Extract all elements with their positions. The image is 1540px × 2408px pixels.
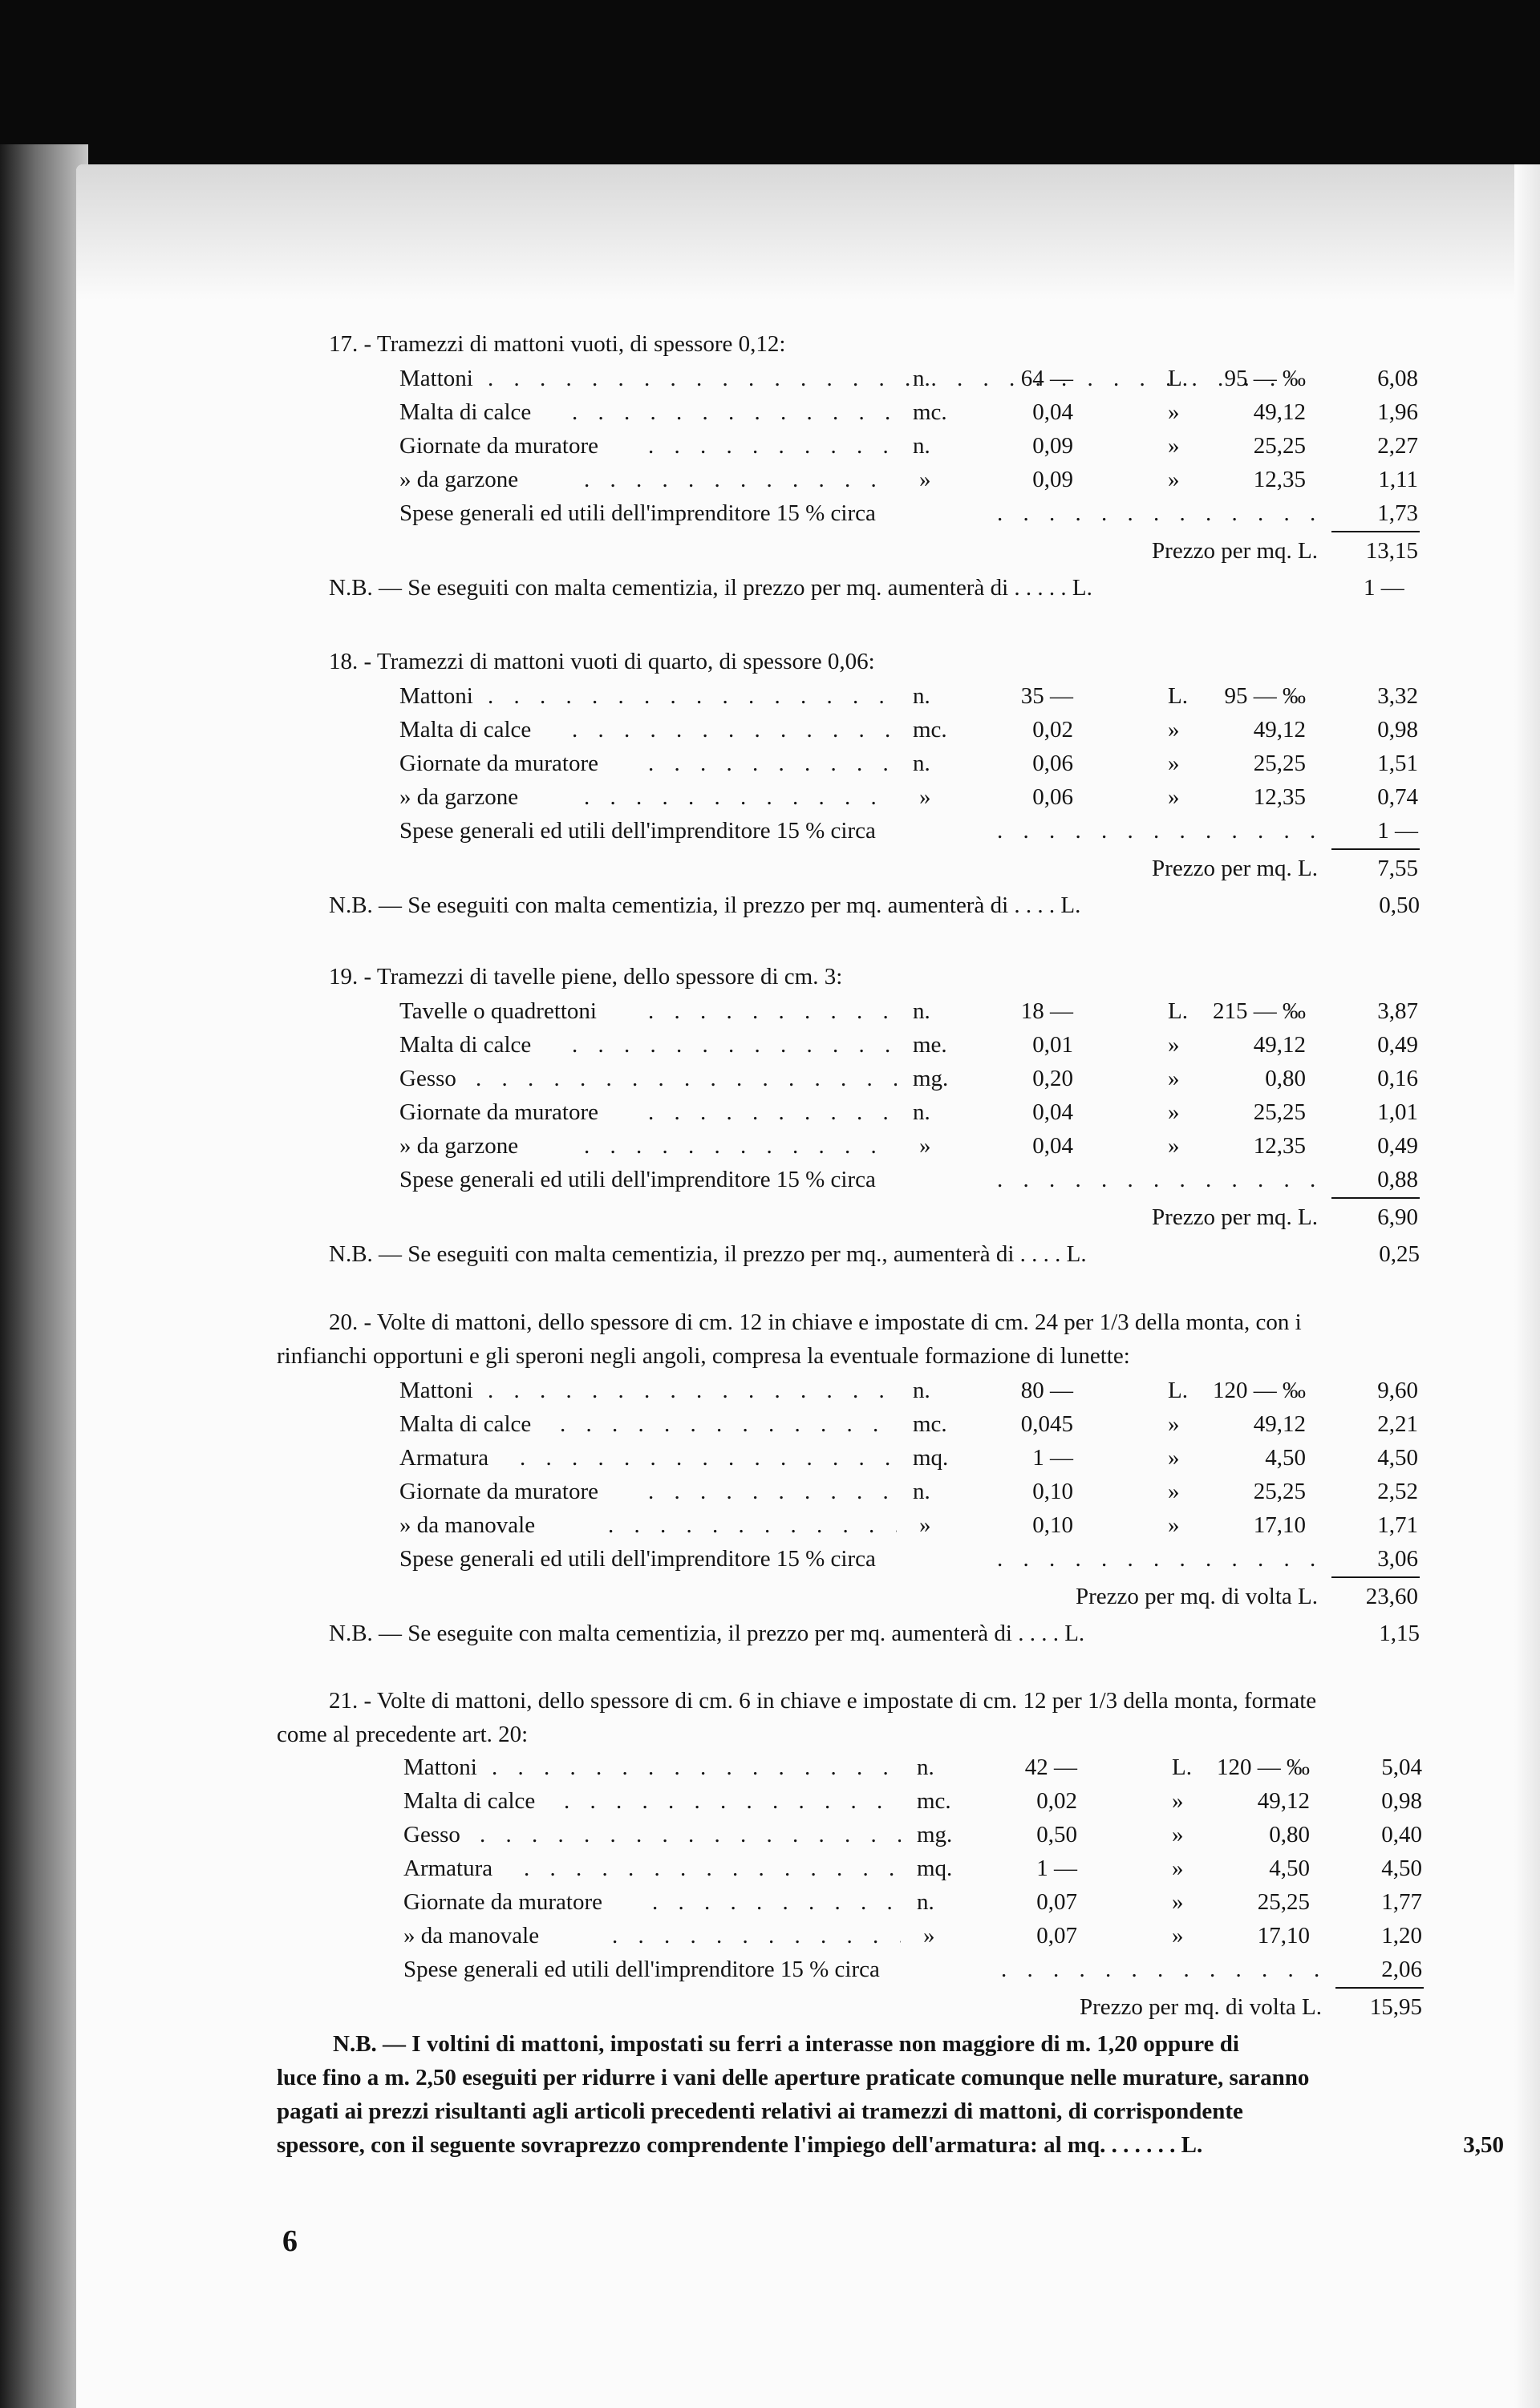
amount: 1,77 [1381,1889,1422,1915]
overhead-label: Spese generali ed utili dell'imprenditore 15 % circa [403,1957,880,1982]
overhead-row [399,1542,1418,1576]
amount: 0,49 [1377,1032,1418,1058]
overhead-row [403,1953,1422,1986]
quantity: 0,10 [1032,1479,1073,1504]
amount: 1,20 [1381,1923,1422,1949]
total-label: Prezzo per mq. L. [1152,1204,1318,1230]
leader-dots [648,1095,897,1129]
leader-dots [488,1374,897,1407]
item-label: Gesso [399,1066,456,1091]
amount: 9,60 [1377,1378,1418,1403]
leader-dots [612,1919,901,1953]
total-label: Prezzo per mq. di volta L. [1080,1994,1322,2020]
quantity: 80 — [1020,1378,1073,1403]
leader-dots [648,1475,897,1508]
scan-border-top [0,0,1540,172]
page-number: 6 [282,2224,298,2258]
leader-dots [480,1818,901,1852]
ditto-mark: » [1172,1788,1184,1814]
unit: n. [913,1479,930,1504]
heading-text: 17. - Tramezzi di mattoni vuoti, di spessore 0,12: [329,331,786,357]
leader-dots [1001,1953,1330,1986]
amount: 1,71 [1377,1512,1418,1538]
overhead-row [399,1163,1418,1196]
unit-price: 25,25 [1253,751,1306,776]
unit: mg. [913,1066,949,1091]
leader-dots [520,1441,897,1475]
table-row [399,780,1418,814]
nb-amount: 3,50 [1463,2132,1504,2158]
amount: 3,87 [1377,998,1418,1024]
table-row [399,362,1418,395]
amount: 1,11 [1378,467,1418,492]
table-row [403,1919,1422,1953]
unit: n. [913,751,930,776]
quantity: 18 — [1020,998,1073,1024]
amount: 2,21 [1377,1411,1418,1437]
quantity: 0,09 [1032,467,1073,492]
amount: 0,98 [1381,1788,1422,1814]
item-label: Tavelle o quadrettoni [399,998,597,1024]
ditto-mark: » [1168,1066,1180,1091]
nb-text: N.B. — Se eseguiti con malta cementizia, il prezzo per mq. aumenterà di . . . . L. [329,892,1081,918]
amount: 0,88 [1377,1167,1418,1192]
quantity: 0,01 [1032,1032,1073,1058]
amount: 1,73 [1377,500,1418,526]
sum-rule [1331,531,1420,532]
leader-dots [584,463,897,496]
unit: n. [913,998,930,1024]
leader-dots [572,1028,897,1062]
quantity: 0,10 [1032,1512,1073,1538]
quantity: 0,07 [1036,1889,1077,1915]
currency-mark: L. [1168,683,1188,709]
item-label: Gesso [403,1822,460,1847]
scan-border-left [0,144,88,2408]
quantity: 0,04 [1032,399,1073,425]
sum-rule [1331,848,1420,850]
section-heading [329,1684,1508,1718]
amount: 4,50 [1381,1856,1422,1881]
unit: mc. [913,1411,947,1437]
nb-text: N.B. — I voltini di mattoni, impostati su ferri a interasse non maggiore di m. 1,20 oppure di [333,2031,1239,2057]
ditto-mark: » [1168,1411,1180,1437]
amount: 1,01 [1377,1099,1418,1125]
item-label: Armatura [399,1445,489,1471]
leader-dots [584,1129,897,1163]
amount: 5,04 [1381,1754,1422,1780]
nb-row [329,571,1420,605]
amount: 2,27 [1377,433,1418,459]
nb-amount: 1 — [1364,575,1404,601]
section-heading [329,960,1452,994]
total-row [399,1200,1418,1234]
ditto-mark: » [1172,1889,1184,1915]
item-label: Malta di calce [403,1788,536,1814]
unit-price: 95 — ‰ [1224,683,1306,709]
item-label: » da garzone [399,784,519,810]
quantity: 0,06 [1032,751,1073,776]
item-label: Mattoni [403,1754,477,1780]
table-row [399,1441,1418,1475]
page-shadow [76,164,1540,301]
section-heading-continued [277,1339,1456,1373]
item-label: Giornate da muratore [399,751,599,776]
nb-text: spessore, con il seguente sovraprezzo comprendente l'impiego dell'armatura: al mq. . . . . . . L. [277,2132,1203,2158]
unit-price: 0,80 [1265,1066,1306,1091]
leader-dots [997,1542,1326,1576]
quantity: 1 — [1032,1445,1073,1471]
unit: » [919,467,931,492]
ditto-mark: » [1168,467,1180,492]
unit-price: 4,50 [1265,1445,1306,1471]
table-row [399,747,1418,780]
item-label: Mattoni [399,366,473,391]
section-heading-continued [277,1718,1456,1751]
item-label: » da garzone [399,467,519,492]
quantity: 64 — [1020,366,1073,391]
unit: n. [913,366,930,391]
ditto-mark: » [1172,1822,1184,1847]
heading-text: 19. - Tramezzi di tavelle piene, dello spessore di cm. 3: [329,964,843,990]
unit: mc. [913,717,947,743]
unit-price: 12,35 [1253,467,1306,492]
currency-mark: L. [1168,1378,1188,1403]
leader-dots [648,994,897,1028]
item-label: Mattoni [399,683,473,709]
ditto-mark: » [1168,1133,1180,1159]
leader-dots [648,747,897,780]
nb-text: N.B. — Se eseguiti con malta cementizia, il prezzo per mq. aumenterà di . . . . . L. [329,575,1092,601]
table-row [399,1062,1418,1095]
unit: mc. [917,1788,951,1814]
amount: 2,06 [1381,1957,1422,1982]
unit: » [923,1923,935,1949]
amount: 0,49 [1377,1133,1418,1159]
table-row [403,1818,1422,1852]
item-label: Armatura [403,1856,493,1881]
unit: n. [913,1099,930,1125]
unit-price: 4,50 [1269,1856,1310,1881]
nb-text: luce fino a m. 2,50 eseguiti per ridurre i vani delle aperture praticate comunque nelle murature, saranno [277,2065,1310,2090]
leader-dots [584,780,897,814]
amount: 2,52 [1377,1479,1418,1504]
quantity: 0,20 [1032,1066,1073,1091]
total-label: Prezzo per mq. L. [1152,856,1318,881]
amount: 4,50 [1377,1445,1418,1471]
leader-dots [572,395,893,429]
unit-price: 25,25 [1253,1099,1306,1125]
total-amount: 6,90 [1377,1204,1418,1230]
unit: n. [913,683,930,709]
currency-mark: L. [1172,1754,1192,1780]
overhead-label: Spese generali ed utili dell'imprenditore 15 % circa [399,818,876,844]
quantity: 35 — [1020,683,1073,709]
item-label: » da garzone [399,1133,519,1159]
nb-paragraph-line [277,2061,1504,2094]
unit: mc. [913,399,947,425]
unit-price: 49,12 [1257,1788,1310,1814]
leader-dots [572,713,897,747]
page-edge-shadow [1514,164,1540,2408]
leader-dots [997,1163,1326,1196]
nb-paragraph-line [277,2128,1504,2162]
quantity: 42 — [1024,1754,1077,1780]
unit-price: 120 — ‰ [1213,1378,1306,1403]
table-row [399,1129,1418,1163]
sum-rule [1331,1576,1420,1578]
nb-text: pagati ai prezzi risultanti agli articoli precedenti relativi ai tramezzi di mattoni, di corrispondente [277,2098,1243,2124]
total-amount: 15,95 [1369,1994,1422,2020]
section-heading [329,1305,1508,1339]
section-heading [329,645,1452,678]
unit-price: 120 — ‰ [1217,1754,1310,1780]
table-row [403,1852,1422,1885]
total-label: Prezzo per mq. L. [1152,538,1318,564]
amount: 6,08 [1377,366,1418,391]
quantity: 0,02 [1032,717,1073,743]
item-label: Malta di calce [399,399,532,425]
item-label: » da manovale [403,1923,540,1949]
ditto-mark: » [1168,1512,1180,1538]
table-row [399,429,1418,463]
heading-text: 18. - Tramezzi di mattoni vuoti di quarto, di spessore 0,06: [329,649,875,674]
ditto-mark: » [1168,399,1180,425]
overhead-label: Spese generali ed utili dell'imprenditore 15 % circa [399,1167,876,1192]
ditto-mark: » [1168,1445,1180,1471]
unit-price: 12,35 [1253,1133,1306,1159]
leader-dots [997,496,1326,530]
leader-dots [608,1508,897,1542]
nb-row [329,1617,1420,1650]
table-row [399,994,1418,1028]
amount: 1 — [1377,818,1418,844]
heading-text: 20. - Volte di mattoni, dello spessore di cm. 12 in chiave e impostate di cm. 24 per 1/3 della monta, con i [329,1309,1302,1335]
quantity: 0,09 [1032,433,1073,459]
ditto-mark: » [1168,1479,1180,1504]
nb-amount: 0,50 [1379,892,1420,918]
table-row [399,679,1418,713]
total-row [399,534,1418,568]
sum-rule [1335,1987,1424,1989]
table-row [399,463,1418,496]
leader-dots [492,1750,901,1784]
amount: 0,40 [1381,1822,1422,1847]
unit-price: 49,12 [1253,1411,1306,1437]
total-amount: 7,55 [1377,856,1418,881]
ditto-mark: » [1168,751,1180,776]
total-label: Prezzo per mq. di volta L. [1076,1584,1318,1609]
leader-dots [648,429,897,463]
ditto-mark: » [1168,1099,1180,1125]
unit-price: 0,80 [1269,1822,1310,1847]
nb-row [329,1237,1420,1271]
unit: » [919,784,931,810]
unit-price: 49,12 [1253,717,1306,743]
nb-text: N.B. — Se eseguite con malta cementizia, il prezzo per mq. aumenterà di . . . . L. [329,1621,1085,1646]
unit: mq. [913,1445,949,1471]
total-row [403,1990,1422,2024]
unit: n. [913,1378,930,1403]
table-row [403,1750,1422,1784]
item-label: Malta di calce [399,1032,532,1058]
table-row [399,713,1418,747]
ditto-mark: » [1168,433,1180,459]
unit-price: 95 — ‰ [1224,366,1306,391]
nb-row [329,888,1420,922]
unit-price: 215 — ‰ [1213,998,1306,1024]
item-label: Malta di calce [399,717,532,743]
heading-text: 21. - Volte di mattoni, dello spessore di cm. 6 in chiave e impostate di cm. 12 per 1/3 della monta, formate [329,1688,1317,1714]
total-amount: 13,15 [1365,538,1418,564]
amount: 1,96 [1377,399,1418,425]
unit-price: 25,25 [1257,1889,1310,1915]
quantity: 0,02 [1036,1788,1077,1814]
total-amount: 23,60 [1365,1584,1418,1609]
section-heading [329,327,1452,361]
unit: n. [917,1754,934,1780]
overhead-row [399,496,1418,530]
leader-dots [560,1407,897,1441]
leader-dots [488,679,897,713]
unit-price: 49,12 [1253,1032,1306,1058]
amount: 0,98 [1377,717,1418,743]
overhead-label: Spese generali ed utili dell'imprenditore 15 % circa [399,1546,876,1572]
item-label: Giornate da muratore [399,1479,599,1504]
item-label: » da manovale [399,1512,536,1538]
unit: n. [913,433,930,459]
ditto-mark: » [1172,1856,1184,1881]
total-row [399,1580,1418,1613]
table-row [399,1475,1418,1508]
unit: » [919,1133,931,1159]
total-row [399,852,1418,885]
quantity: 0,045 [1020,1411,1073,1437]
nb-paragraph-line [333,2027,1504,2061]
unit: mg. [917,1822,953,1847]
currency-mark: L. [1168,366,1188,391]
item-label: Giornate da muratore [403,1889,603,1915]
amount: 0,16 [1377,1066,1418,1091]
table-row [399,1508,1418,1542]
amount: 3,06 [1377,1546,1418,1572]
item-label: Giornate da muratore [399,1099,599,1125]
overhead-label: Spese generali ed utili dell'imprenditore 15 % circa [399,500,876,526]
unit-price: 25,25 [1253,433,1306,459]
quantity: 0,07 [1036,1923,1077,1949]
ditto-mark: » [1168,784,1180,810]
heading-text: rinfianchi opportuni e gli speroni negli angoli, compresa la eventuale formazione di lunette: [277,1343,1130,1369]
unit-price: 17,10 [1253,1512,1306,1538]
table-row [403,1784,1422,1818]
nb-amount: 0,25 [1379,1241,1420,1267]
ditto-mark: » [1168,1032,1180,1058]
ditto-mark: » [1168,717,1180,743]
amount: 1,51 [1377,751,1418,776]
table-row [399,1028,1418,1062]
quantity: 1 — [1036,1856,1077,1881]
table-row [399,1374,1418,1407]
currency-mark: L. [1168,998,1188,1024]
unit: me. [913,1032,947,1058]
nb-paragraph-line [277,2094,1504,2128]
amount: 0,74 [1377,784,1418,810]
unit: » [919,1512,931,1538]
heading-text: come al precedente art. 20: [277,1722,529,1747]
amount: 3,32 [1377,683,1418,709]
item-label: Giornate da muratore [399,433,599,459]
table-row [399,1095,1418,1129]
table-row [399,1407,1418,1441]
unit-price: 25,25 [1253,1479,1306,1504]
nb-text: N.B. — Se eseguiti con malta cementizia, il prezzo per mq., aumenterà di . . . . L. [329,1241,1087,1267]
leader-dots [997,814,1326,848]
item-label: Malta di calce [399,1411,532,1437]
unit: mq. [917,1856,953,1881]
unit-price: 49,12 [1253,399,1306,425]
unit-price: 17,10 [1257,1923,1310,1949]
quantity: 0,06 [1032,784,1073,810]
table-row [399,395,1418,429]
overhead-row [399,814,1418,848]
item-label: Mattoni [399,1378,473,1403]
quantity: 0,04 [1032,1099,1073,1125]
nb-amount: 1,15 [1379,1621,1420,1646]
leader-dots [476,1062,897,1095]
table-row [403,1885,1422,1919]
leader-dots [652,1885,901,1919]
ditto-mark: » [1172,1923,1184,1949]
leader-dots [524,1852,901,1885]
quantity: 0,04 [1032,1133,1073,1159]
unit: n. [917,1889,934,1915]
unit-price: 12,35 [1253,784,1306,810]
leader-dots [564,1784,901,1818]
sum-rule [1331,1197,1420,1199]
quantity: 0,50 [1036,1822,1077,1847]
